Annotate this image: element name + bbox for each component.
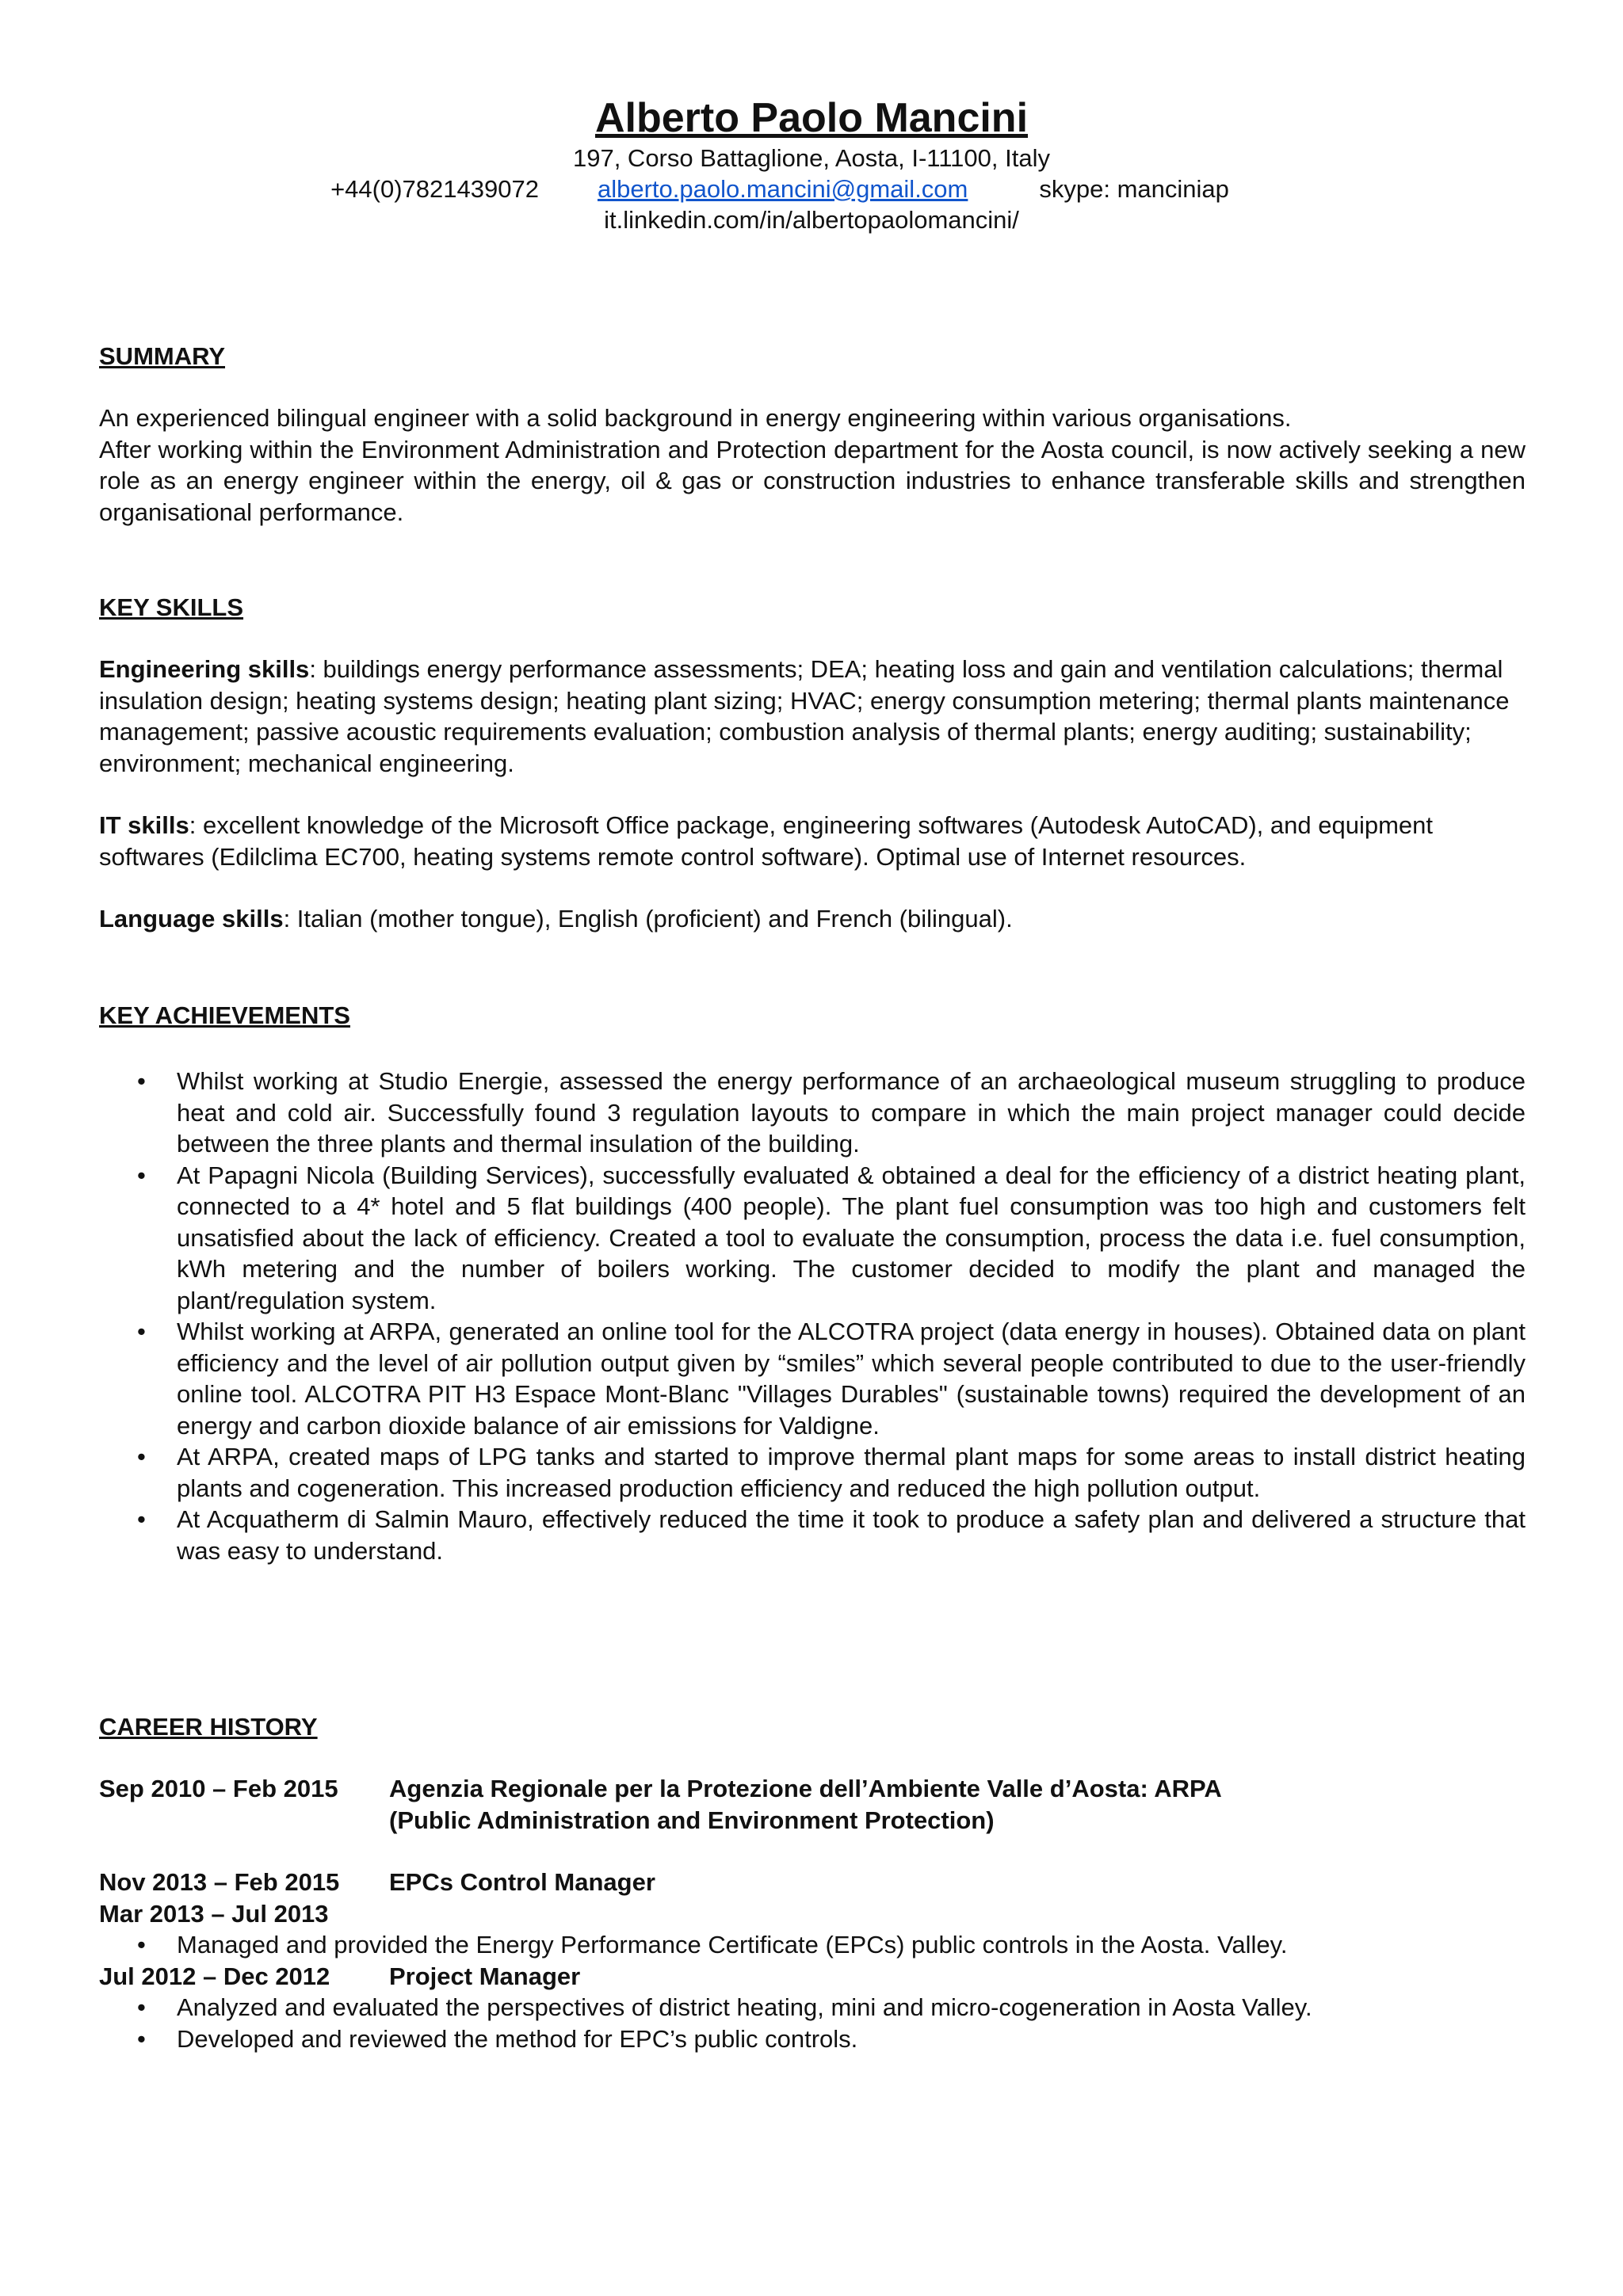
key-skills-section bbox=[99, 592, 1526, 935]
role-bullets bbox=[99, 1929, 1526, 1961]
list-item: • Developed and reviewed the method for EPC’s public controls. bbox=[99, 2023, 1526, 2055]
role-bullets bbox=[99, 1992, 1526, 2054]
bullet-icon: • bbox=[137, 2024, 146, 2053]
role-dates: Mar 2013 – Jul 2013 bbox=[99, 1899, 329, 1928]
bullet-icon: • bbox=[137, 1931, 146, 1958]
summary-line-1: An experienced bilingual engineer with a solid background in energy engineering within various organisations. bbox=[99, 404, 1292, 432]
engineering-skills-text: : buildings energy performance assessments; DEA; heating loss and gain and ventilation calculations; thermal insulation design; heating systems design; heating plant sizing; HVAC; energy consumption metering; thermal plants maintenance management; passive acoustic requirements evaluation; combustion analysis of thermal plants; energy auditing; sustainability; environment; mechanical engineering. bbox=[99, 655, 1510, 777]
language-skills-text: : Italian (mother tongue), English (proficient) and French (bilingual). bbox=[283, 905, 1013, 933]
bullet-icon: • bbox=[137, 1318, 146, 1345]
role-title: EPCs Control Manager bbox=[389, 1868, 655, 1896]
bullet-icon: • bbox=[137, 1505, 146, 1533]
key-achievements-heading: KEY ACHIEVEMENTS bbox=[99, 1001, 350, 1029]
language-skills bbox=[99, 903, 1526, 935]
summary-line-2: After working within the Environment Administration and Protection department for the Aosta council, is now actively seeking a new role as an energy engineer within the energy, oil & gas or construction industries to enhance transferable skills and strengthen organisational performance. bbox=[99, 435, 1526, 526]
linkedin-url: it.linkedin.com/in/albertopaolomancini/ bbox=[604, 206, 1019, 234]
employer-desc-row bbox=[99, 1805, 1526, 1836]
language-skills-label: Language skills bbox=[99, 905, 284, 933]
it-skills bbox=[99, 810, 1526, 872]
email-link[interactable]: alberto.paolo.mancini@gmail.com bbox=[597, 175, 968, 203]
achievements-list bbox=[99, 1066, 1526, 1566]
list-item: • Managed and provided the Energy Performance Certificate (EPCs) public controls in the Aosta. Valley. bbox=[99, 1929, 1526, 1961]
engineering-skills bbox=[99, 654, 1526, 779]
list-item: • At Acquatherm di Salmin Mauro, effectively reduced the time it took to produce a safety plan and delivered a structure that was easy to understand. bbox=[137, 1505, 1526, 1565]
employer-name: Agenzia Regionale per la Protezione dell’Ambiente Valle d’Aosta: ARPA bbox=[389, 1775, 1222, 1802]
key-skills-heading: KEY SKILLS bbox=[99, 593, 244, 621]
role-dates: Jul 2012 – Dec 2012 bbox=[99, 1962, 330, 1990]
it-skills-text: : excellent knowledge of the Microsoft Office package, engineering softwares (Autodesk AutoCAD), and equipment softwares (Edilclima EC700, heating systems remote control software). Optimal use of Internet resources. bbox=[99, 811, 1433, 871]
list-item: • Analyzed and evaluated the perspectives of district heating, mini and micro-cogeneration in Aosta Valley. bbox=[99, 1992, 1526, 2023]
role-row bbox=[99, 1961, 1526, 1993]
it-skills-label: IT skills bbox=[99, 811, 189, 839]
resume-header bbox=[0, 93, 1623, 235]
role-dates: Nov 2013 – Feb 2015 bbox=[99, 1868, 340, 1896]
bullet-icon: • bbox=[137, 1443, 146, 1470]
key-achievements-section bbox=[99, 1000, 1526, 1566]
career-history-section bbox=[99, 1711, 1526, 2054]
skype-id: skype: manciniap bbox=[1039, 175, 1229, 203]
address: 197, Corso Battaglione, Aosta, I-11100, Italy bbox=[572, 144, 1050, 172]
candidate-name: Alberto Paolo Mancini bbox=[594, 95, 1029, 141]
phone-number: +44(0)7821439072 bbox=[330, 175, 539, 203]
employer-dates: Sep 2010 – Feb 2015 bbox=[99, 1775, 338, 1802]
engineering-skills-label: Engineering skills bbox=[99, 655, 310, 683]
list-item: • At ARPA, created maps of LPG tanks and started to improve thermal plant maps for some areas to install district heating plants and cogeneration. This increased production efficiency and reduced the high pollution output. bbox=[137, 1443, 1526, 1502]
role-title: Project Manager bbox=[389, 1962, 581, 1990]
role-row bbox=[99, 1898, 1526, 1930]
list-item: • Whilst working at ARPA, generated an online tool for the ALCOTRA project (data energy in houses). Obtained data on plant efficiency and the level of air pollution output given by “smiles” which several people contributed to due to the user-friendly online tool. ALCOTRA PIT H3 Espace Mont-Blanc "Villages Durables" (sustainable towns) required the development of an energy and carbon dioxide balance of air emissions for Valdigne. bbox=[137, 1318, 1526, 1440]
employer-row bbox=[99, 1773, 1526, 1805]
career-history-heading: CAREER HISTORY bbox=[99, 1713, 318, 1741]
bullet-icon: • bbox=[137, 1067, 146, 1095]
list-item: • Whilst working at Studio Energie, assessed the energy performance of an archaeological museum struggling to produce heat and cold air. Successfully found 3 regulation layouts to compare in which the main project manager could decide between the three plants and thermal insulation of the building. bbox=[137, 1067, 1526, 1158]
bullet-icon: • bbox=[137, 1161, 146, 1189]
bullet-icon: • bbox=[137, 1993, 146, 2021]
summary-section bbox=[99, 341, 1526, 528]
contact-line bbox=[0, 174, 1623, 204]
list-item: • At Papagni Nicola (Building Services), successfully evaluated & obtained a deal for the efficiency of a district heating plant, connected to a 4* hotel and 5 flat buildings (400 people). The plant fuel consumption was too high and customers felt unsatisfied about the lack of efficiency. Created a tool to evaluate the consumption, process the data i.e. fuel consumption, kWh metering and the number of boilers working. The customer decided to modify the plant and managed the plant/regulation system. bbox=[137, 1161, 1526, 1314]
role-row bbox=[99, 1867, 1526, 1898]
summary-heading: SUMMARY bbox=[99, 342, 226, 370]
employer-description: (Public Administration and Environment Protection) bbox=[389, 1806, 995, 1834]
